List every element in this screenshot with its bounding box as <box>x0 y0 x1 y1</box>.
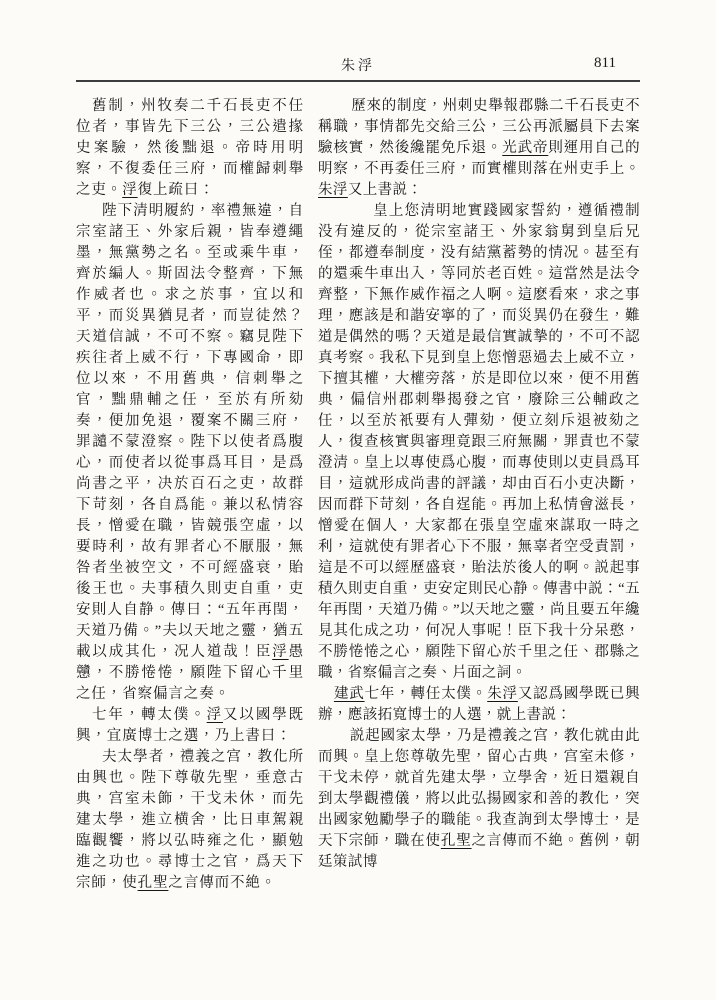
translation-memorial-quote <box>318 201 640 684</box>
text-run: 夫太學者，禮義之宫，教化所由興也。陛下尊敬先聖，垂意古典，宫室未飾，干戈未休，而先建太學，進立横舍，比日車駕親臨觀饗，將以弘時雍之化，顯勉進之功也。尋博士之官，爲天下宗師，使 <box>76 749 304 891</box>
translation-intro-paragraph <box>318 96 640 201</box>
header-rule <box>76 80 640 82</box>
text-run: 舊制，州牧奏二千石長吏不任位者，事皆先下三公，三公遣掾史案驗，然後黜退。帝時用明察，不復委任三府，而權歸刺舉之吏。 <box>76 98 304 198</box>
text-run: 又認爲國學既已興辦，應該拓寬博士的人選，就上書説： <box>318 686 641 723</box>
proper-noun-mark: 光武帝 <box>502 140 549 156</box>
page-number: 811 <box>594 55 616 71</box>
text-run: 又上書説： <box>347 182 423 198</box>
text-run: 皇上您清明地實踐國家誓約，遵循禮制没有違反的，從宗室諸王、外家翁舅到皇后兄侄，都遵奉制度，没有結黨蓄勢的情况。甚至有的還乘牛車出入，等同於老百姓。這當然是法令齊整，下無作威作福之人啊。這麽看來，求之事理，應該是和諧安寧的了，而災異仍在發生，難道是偶然的嗎？天道是最信實誠摯的，不可不認真考察。我私下見到皇上您憎惡過去上威不立，下擅其權，大權旁落，於是即位以來，便不用舊典，偏信州郡刺舉揭發之官，廢除三公輔政之任，以至於衹要有人彈劾，便立刻斥退被劾之人，復查核實與審理竟跟三府無關，罪責也不蒙澄清。皇上以專使爲心腹，而專使則以吏員爲耳目，這就形成尚書的評議，却由百石小吏决斷，因而群下苛刻，各自逞能。再加上私情會滋長，憎愛在個人，大家都在張皇空虛來謀取一時之利，這就使有罪者心下不服，無辜者空受責罰，這是不可以經歷盛衰，貽法於後人的啊。説起事積久則吏自重，吏安定則民心静。傳書中説：“五年再閏，天道乃備。”以天地之靈，尚且要五年纔見其化成之功，何况人事呢！臣下我十分呆憨，不勝惓惓之心，願陛下留心於千里之任、郡縣之職，省察偏言之奏、片面之詞。 <box>318 203 640 681</box>
classical-taixue-quote <box>76 747 304 894</box>
proper-noun-mark: 浮 <box>122 182 138 198</box>
text-run: 則運用自己的明察，不再委任三府，而實權則落在州吏手上。 <box>318 140 640 177</box>
text-run: 七年，轉太僕。 <box>91 707 207 723</box>
text-run: 陛下清明履約，率禮無違，自宗室諸王、外家后親，皆奉遵繩墨，無黨勢之名。至或乘牛車，齊於編人。斯固法令整齊，下無作威者也。求之於事，宜以和平，而災異猶見者，而豈徒然？天道信誠，不可不察。竊見陛下疾往者上威不行，下專國命，即位以來，不用舊典，信刺舉之官，黜鼎輔之任，至於有所劾奏，便加免退，覆案不關三府，罪譴不蒙澄察。陛下以使者爲腹心，而使者以從事爲耳目，是爲尚書之平，决於百石之吏，故群下苛刻，各自爲能。兼以私情容長，憎愛在職，皆競張空虛，以要時利，故有罪者心不厭服，無咎者坐被空文，不可經盛衰，貽後王也。夫事積久則吏自重，吏安則人自静。傳曰：“五年再閏，天道乃備。”夫以天地之靈，猶五載以成其化，况人道哉！臣 <box>76 203 304 660</box>
text-run: 又以國學既興，宜廣博士之選，乃上書曰： <box>76 707 304 744</box>
classical-text-column <box>76 96 304 894</box>
text-run: 歷來的制度，州刺史舉報郡縣二千石長吏不稱職，事情都先交給三公，三公再派屬員下去案驗核實，然後纔罷免斥退。 <box>318 98 640 156</box>
text-columns <box>76 96 640 894</box>
proper-noun-mark: 浮 <box>206 707 224 723</box>
proper-noun-mark: 孔聖 <box>440 833 472 849</box>
text-run: 愚戇，不勝惓惓，願陛下留心千里之任，省察偏言之奏。 <box>76 644 304 702</box>
translation-second-paragraph <box>318 684 640 726</box>
running-title: 朱浮 <box>341 59 375 74</box>
proper-noun-mark: 浮 <box>272 644 289 660</box>
page-header <box>76 55 640 77</box>
text-run: 説起國家太學，乃是禮義之宫，教化就由此而興。皇上您尊敬先聖，留心古典，宫室未修，干戈未停，就首先建太學，立學舍，近日還親自到太學觀禮儀，將以此弘揚國家和善的教化，突出國家勉勵學子的職能。我查詢到太學博士，是天下宗師，職在使 <box>318 728 640 849</box>
classical-intro-paragraph <box>76 96 304 201</box>
proper-noun-mark: 朱浮 <box>487 686 518 702</box>
proper-noun-mark: 孔聖 <box>137 875 169 891</box>
proper-noun-mark: 朱浮 <box>318 182 348 198</box>
classical-second-paragraph <box>76 705 304 747</box>
classical-memorial-quote <box>76 201 304 705</box>
proper-noun-mark: 建武 <box>333 686 365 702</box>
text-run: 復上疏曰： <box>137 182 215 198</box>
text-run: 七年，轉任太僕。 <box>364 686 488 702</box>
translation-column <box>318 96 640 873</box>
text-run: 之言傳而不絶。舊例，朝廷策試博 <box>318 833 641 870</box>
translation-taixue-quote <box>318 726 640 873</box>
text-run: 之言傳而不絶。 <box>168 875 277 891</box>
